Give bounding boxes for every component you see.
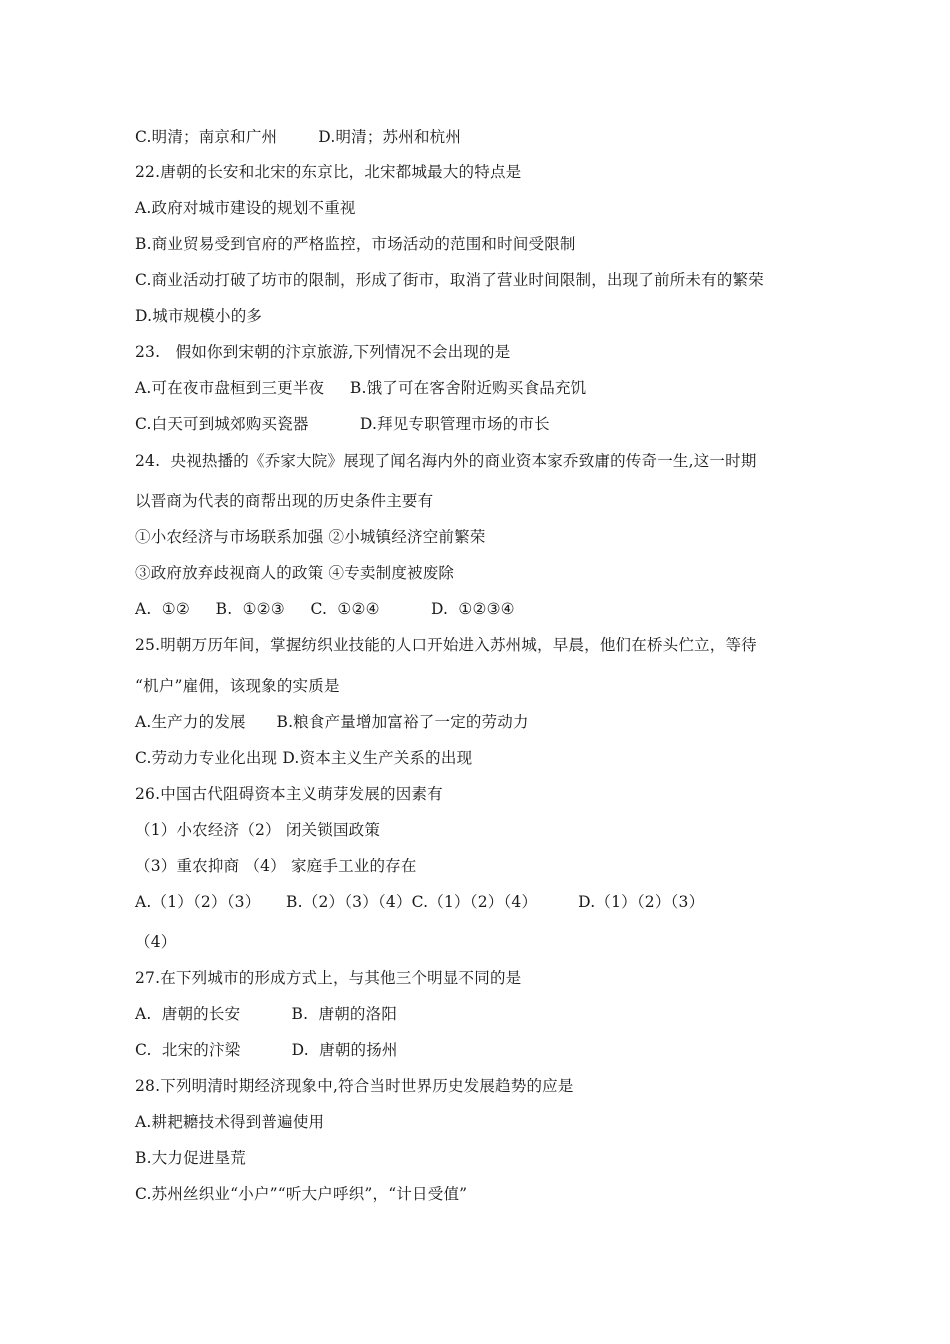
question-23-stem: 23. 假如你到宋朝的汴京旅游,下列情况不会出现的是 — [135, 343, 511, 361]
question-28-stem: 28.下列明清时期经济现象中,符合当时世界历史发展趋势的应是 — [135, 1077, 574, 1095]
question-24-stem-cont: 以晋商为代表的商帮出现的历史条件主要有 — [135, 492, 434, 510]
question-24-items-34: ③政府放弃歧视商人的政策 ④专卖制度被废除 — [135, 564, 455, 582]
question-25-stem: 25.明朝万历年间，掌握纺织业技能的人口开始进入苏州城，早晨，他们在桥头伫立，等待 — [135, 636, 757, 654]
question-22-option-d: D.城市规模小的多 — [135, 307, 263, 325]
question-26-options: A.（1）（2）（3） B.（2）（3）（4）C.（1）（2）（4） D.（1）（2）（3） — [135, 893, 705, 911]
question-27-options-ab: A. 唐朝的长安 B. 唐朝的洛阳 — [135, 1005, 398, 1023]
question-26-items-34: （3）重农抑商 （4） 家庭手工业的存在 — [135, 857, 417, 875]
question-27-options-cd: C. 北宋的汴梁 D. 唐朝的扬州 — [135, 1041, 398, 1059]
question-28-option-b: B.大力促进垦荒 — [135, 1149, 246, 1167]
text-line: C.明清；南京和广州 D.明清；苏州和杭州 — [135, 128, 462, 146]
question-23-options-ab: A.可在夜市盘桓到三更半夜 B.饿了可在客舍附近购买食品充饥 — [135, 379, 587, 397]
question-24-items-12: ①小农经济与市场联系加强 ②小城镇经济空前繁荣 — [135, 528, 486, 546]
question-28-option-c: C.苏州丝织业“小户”“听大户呼织”，“计日受值” — [135, 1185, 468, 1203]
question-25-options-cd: C.劳动力专业化出现 D.资本主义生产关系的出现 — [135, 749, 473, 767]
question-25-options-ab: A.生产力的发展 B.粮食产量增加富裕了一定的劳动力 — [135, 713, 529, 731]
question-26-options-cont: （4） — [135, 933, 177, 951]
question-26-items-12: （1）小农经济（2） 闭关锁国政策 — [135, 821, 381, 839]
question-26-stem: 26.中国古代阻碍资本主义萌芽发展的因素有 — [135, 785, 443, 803]
question-22-option-c: C.商业活动打破了坊市的限制，形成了街市，取消了营业时间限制，出现了前所未有的繁荣 — [135, 271, 764, 289]
question-25-stem-cont: “机户”雇佣，该现象的实质是 — [135, 677, 340, 695]
question-27-stem: 27.在下列城市的形成方式上，与其他三个明显不同的是 — [135, 969, 522, 987]
question-24-stem: 24. 央视热播的《乔家大院》展现了闻名海内外的商业资本家乔致庸的传奇一生,这一时期 — [135, 452, 757, 470]
question-22-stem: 22.唐朝的长安和北宋的东京比，北宋都城最大的特点是 — [135, 163, 522, 181]
question-24-options: A. ①② B. ①②③ C. ①②④ D. ①②③④ — [135, 600, 515, 618]
question-28-option-a: A.耕耙耱技术得到普遍使用 — [135, 1113, 325, 1131]
question-22-option-b: B.商业贸易受到官府的严格监控，市场活动的范围和时间受限制 — [135, 235, 576, 253]
question-23-options-cd: C.白天可到城郊购买瓷器 D.拜见专职管理市场的市长 — [135, 415, 550, 433]
question-22-option-a: A.政府对城市建设的规划不重视 — [135, 199, 356, 217]
